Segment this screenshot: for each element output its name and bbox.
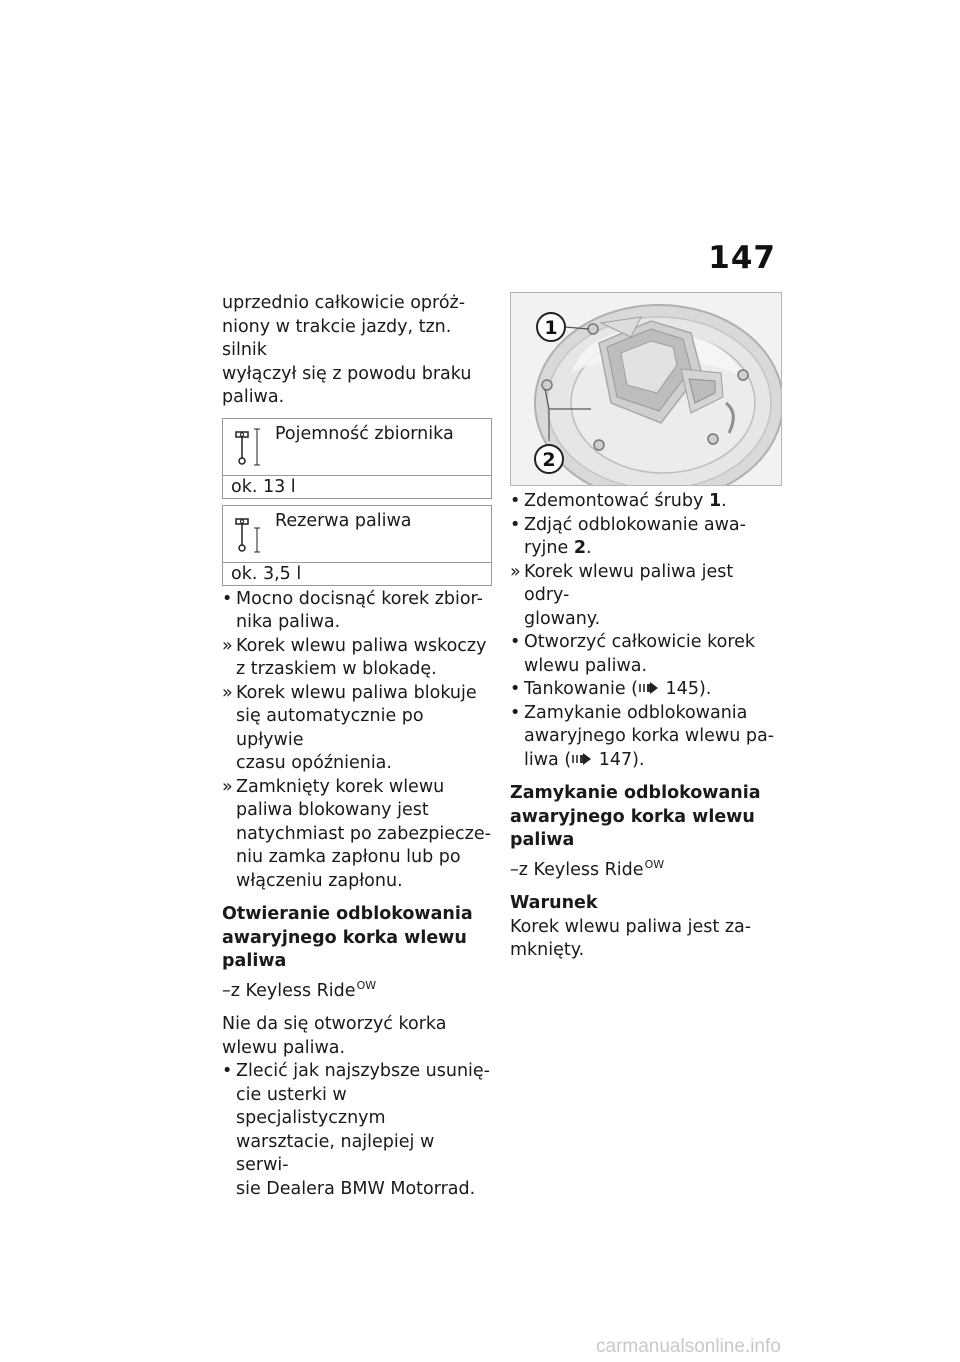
- bullet-mark: •: [510, 514, 521, 535]
- item-line: Zamknięty korek wlewu: [236, 776, 445, 797]
- variant-code: OW: [356, 978, 377, 992]
- page-reference-arrow-icon[interactable]: [571, 752, 593, 766]
- item-line: z trzaskiem w blokadę.: [236, 659, 437, 679]
- instruction-list: [222, 588, 492, 894]
- item-line: Otworzyć całkowicie korek: [524, 632, 756, 652]
- watermark: carmanualsonline.info: [596, 1336, 781, 1357]
- list-item: [510, 490, 782, 514]
- heading-line: paliwa: [510, 830, 575, 850]
- section-heading-open: [222, 903, 492, 974]
- item-text: ryjne: [524, 538, 574, 558]
- bullet-mark: •: [510, 702, 521, 723]
- item-line: wlewu paliwa.: [524, 655, 648, 676]
- bullet-mark: •: [510, 679, 521, 699]
- list-item: [510, 631, 782, 678]
- fuel-cap-drawing: [511, 293, 781, 485]
- heading-line: awaryjnego korka wlewu: [510, 806, 755, 827]
- item-line: sie Dealera BMW Motorrad.: [236, 1178, 476, 1199]
- list-item: [222, 635, 492, 682]
- part-ref: 1: [708, 491, 722, 511]
- fuel-cap-illustration: [510, 292, 782, 486]
- result-mark: »: [510, 561, 521, 582]
- list-item: [222, 588, 492, 635]
- item-line: niu zamka zapłonu lub po: [236, 847, 461, 867]
- intro-line: niony w trakcie jazdy, tzn. silnik: [222, 316, 452, 360]
- item-line: Zdjąć odblokowanie awa-: [524, 514, 746, 535]
- item-line: awaryjnego korka wlewu pa-: [524, 726, 774, 746]
- item-line: [524, 678, 782, 702]
- item-line: natychmiast po zabezpiecze-: [236, 823, 491, 844]
- intro-line: wyłączył się z powodu braku: [222, 363, 472, 384]
- item-text: .: [721, 491, 727, 511]
- body-line: wlewu paliwa.: [222, 1037, 346, 1058]
- item-line: warsztacie, najlepiej w serwi-: [236, 1131, 435, 1175]
- instruction-list: [222, 1060, 492, 1201]
- item-line: [524, 490, 782, 514]
- item-text: .: [586, 538, 592, 558]
- intro-line: paliwa.: [222, 387, 285, 407]
- item-line: czasu opóźnienia.: [236, 753, 392, 773]
- heading-line: paliwa: [222, 951, 287, 971]
- callout-2-label: 2: [542, 449, 556, 471]
- item-line: Korek wlewu paliwa blokuje: [236, 682, 477, 703]
- callout-1-label: 1: [544, 317, 558, 339]
- result-mark: »: [222, 635, 233, 656]
- list-item: [222, 682, 492, 776]
- result-mark: »: [222, 776, 233, 797]
- spec-tank-capacity: [222, 418, 492, 499]
- item-line: paliwa blokowany jest: [236, 800, 429, 820]
- item-line: [524, 537, 782, 561]
- item-line: się automatycznie po upływie: [236, 706, 424, 750]
- right-column: [510, 292, 782, 963]
- heading-line: awaryjnego korka wlewu: [222, 927, 467, 948]
- spec-value: ok. 13 l: [231, 476, 296, 497]
- item-text: 147).: [593, 749, 645, 770]
- item-line: Zlecić jak najszybsze usunię-: [236, 1061, 490, 1081]
- variant-note: [510, 853, 782, 883]
- item-line: cie usterki w specjalistycznym: [236, 1084, 386, 1128]
- variant-text: –z Keyless Ride: [222, 980, 356, 1001]
- item-line: Korek wlewu paliwa wskoczy: [236, 635, 487, 656]
- part-ref: 2: [573, 538, 587, 558]
- variant-code: OW: [644, 857, 665, 871]
- page-number: 147: [708, 240, 776, 276]
- bullet-mark: •: [222, 588, 233, 609]
- instruction-list: [510, 490, 782, 772]
- bullet-mark: •: [510, 632, 521, 652]
- list-item: [222, 776, 492, 894]
- list-item: [222, 1060, 492, 1201]
- item-text: Tankowanie (: [524, 679, 638, 699]
- body-line: mknięty.: [510, 940, 585, 960]
- fuel-level-icon: [235, 427, 263, 467]
- variant-note: [222, 974, 492, 1004]
- item-text: liwa (: [524, 749, 572, 770]
- item-line: Korek wlewu paliwa jest odry-: [524, 561, 734, 605]
- heading-line: Zamykanie odblokowania: [510, 783, 761, 803]
- item-line: Zamykanie odblokowania: [524, 702, 748, 723]
- spec-fuel-reserve: [222, 505, 492, 586]
- fuel-level-icon: [235, 514, 263, 554]
- body-line: Korek wlewu paliwa jest za-: [510, 916, 752, 937]
- item-line: nika paliwa.: [236, 612, 341, 632]
- body-line: Nie da się otworzyć korka: [222, 1014, 447, 1034]
- item-line: Mocno docisnąć korek zbior-: [236, 588, 483, 609]
- item-line: [524, 749, 782, 773]
- condition-heading: Warunek: [510, 893, 598, 913]
- intro-line: uprzednio całkowicie opróż-: [222, 293, 466, 313]
- list-item: [510, 561, 782, 632]
- spec-title: Rezerwa paliwa: [275, 510, 412, 531]
- result-mark: »: [222, 682, 233, 703]
- spec-value: ok. 3,5 l: [231, 563, 302, 584]
- section-heading-close: [510, 782, 782, 853]
- item-text: Zdemontować śruby: [524, 491, 709, 511]
- item-line: włączeniu zapłonu.: [236, 870, 403, 891]
- list-item: [510, 678, 782, 702]
- item-text: 145).: [659, 679, 712, 699]
- list-item: [510, 514, 782, 561]
- bullet-mark: •: [510, 491, 521, 511]
- list-item: [510, 702, 782, 773]
- spec-title: Pojemność zbiornika: [275, 423, 454, 444]
- item-line: glowany.: [524, 608, 601, 629]
- page-reference-arrow-icon[interactable]: [638, 681, 660, 695]
- bullet-mark: •: [222, 1061, 233, 1081]
- heading-line: Otwieranie odblokowania: [222, 904, 473, 924]
- left-column: [222, 292, 492, 1201]
- variant-text: –z Keyless Ride: [510, 859, 644, 880]
